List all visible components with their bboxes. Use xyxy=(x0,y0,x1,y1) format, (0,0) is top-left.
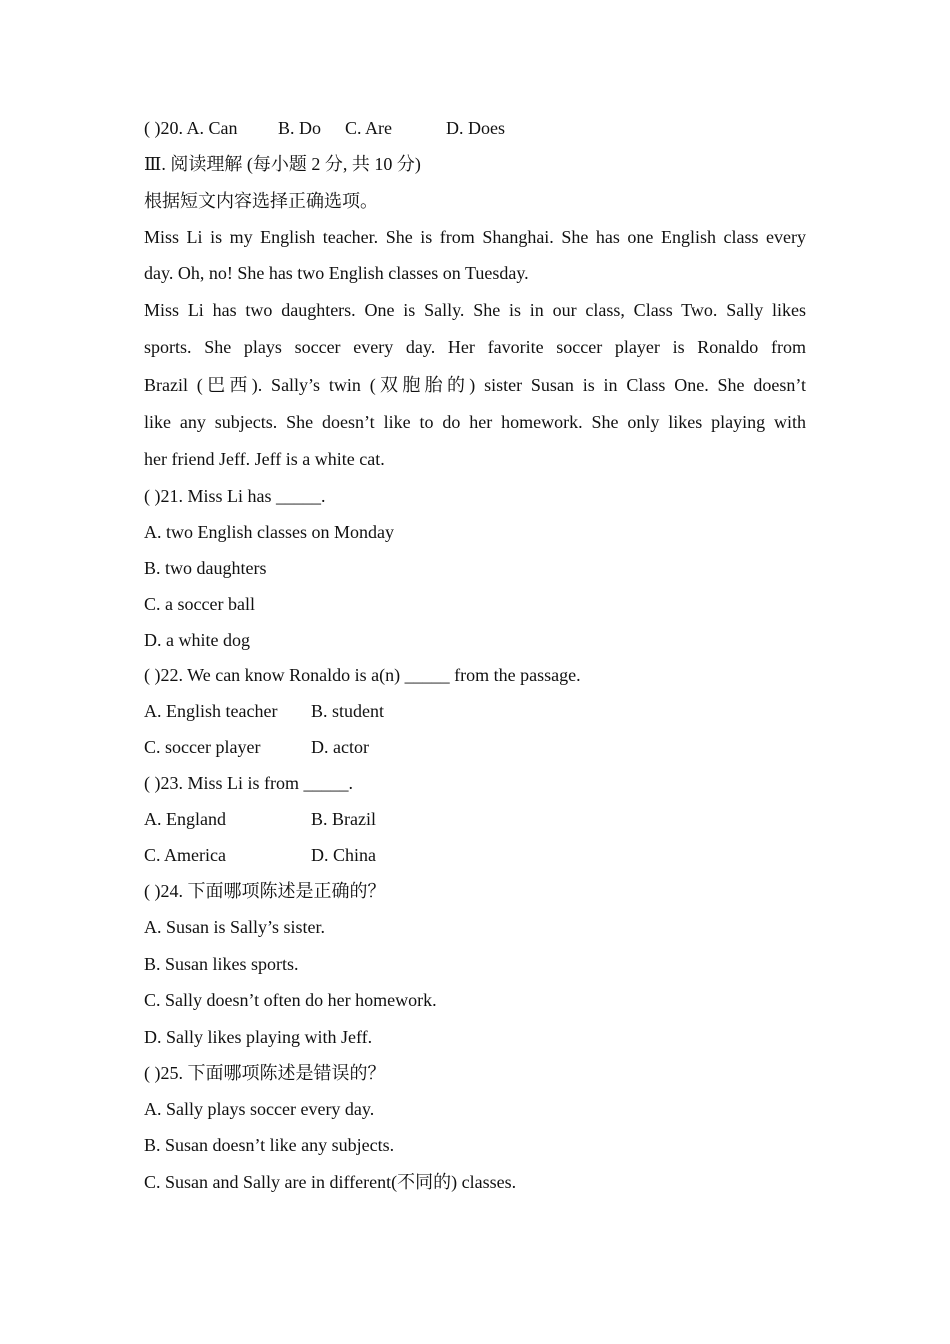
question-stem: ( )25. 下面哪项陈述是错误的？ xyxy=(144,1063,386,1083)
text-line: sports. She plays soccer every day. Her favorite soccer player is Ronaldo from xyxy=(144,337,806,357)
text-line: B. two daughters xyxy=(144,558,267,578)
text-line: A. two English classes on Monday xyxy=(144,522,394,542)
text-line: day. Oh, no! She has two English classes on Tuesday. xyxy=(144,263,529,283)
option-text: D. Does xyxy=(446,118,505,138)
question-stem: ( )24. 下面哪项陈述是正确的？ xyxy=(144,881,386,901)
option-text: ( )20. A. Can xyxy=(144,118,238,138)
text-line: C. Sally doesn’t often do her homework. xyxy=(144,990,437,1010)
option-text: C. soccer player xyxy=(144,737,261,757)
text-line: C. Susan and Sally are in different(不同的) classes. xyxy=(144,1172,517,1192)
question-stem: ( )23. Miss Li is from _____. xyxy=(144,773,353,793)
text-line: Brazil (巴西). Sally’s twin (双胞胎的) sister Susan is in Class One. She doesn’t xyxy=(144,375,806,395)
text-line: Miss Li has two daughters. One is Sally. She is in our class, Class Two. Sally likes xyxy=(144,300,806,320)
option-text: A. English teacher xyxy=(144,701,278,721)
option-text: A. England xyxy=(144,809,226,829)
option-row xyxy=(144,807,806,831)
text-line: like any subjects. She doesn’t like to do her homework. She only likes playing with xyxy=(144,412,806,432)
option-text: D. actor xyxy=(311,737,369,757)
option-row xyxy=(144,843,806,867)
question-stem: ( )22. We can know Ronaldo is a(n) _____ from the passage. xyxy=(144,665,581,685)
text-line: B. Susan doesn’t like any subjects. xyxy=(144,1135,395,1155)
text-line: B. Susan likes sports. xyxy=(144,954,299,974)
text-line: Miss Li is my English teacher. She is from Shanghai. She has one English class every xyxy=(144,227,806,247)
option-text: B. Brazil xyxy=(311,809,376,829)
text-line: D. a white dog xyxy=(144,630,250,650)
text-line: C. a soccer ball xyxy=(144,594,255,614)
option-row xyxy=(144,735,806,759)
option-row xyxy=(144,699,806,723)
text-line: Ⅲ. 阅读理解 (每小题 2 分, 共 10 分) xyxy=(144,154,421,174)
option-text: D. China xyxy=(311,845,376,865)
text-line: A. Sally plays soccer every day. xyxy=(144,1099,375,1119)
text-line: 根据短文内容选择正确选项。 xyxy=(144,191,378,211)
question-stem: ( )21. Miss Li has _____. xyxy=(144,486,326,506)
option-text: C. America xyxy=(144,845,226,865)
text-line: her friend Jeff. Jeff is a white cat. xyxy=(144,449,385,469)
option-text: B. student xyxy=(311,701,385,721)
option-text: C. Are xyxy=(345,118,392,138)
text-line: D. Sally likes playing with Jeff. xyxy=(144,1027,373,1047)
option-row xyxy=(144,116,806,140)
text-line: A. Susan is Sally’s sister. xyxy=(144,917,326,937)
option-text: B. Do xyxy=(278,118,322,138)
